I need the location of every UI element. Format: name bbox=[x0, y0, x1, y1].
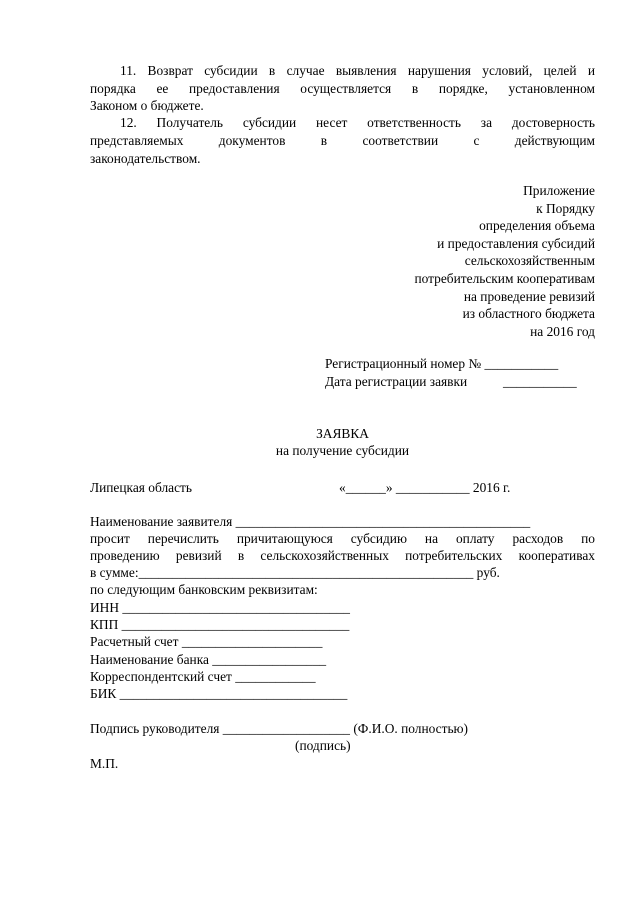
bik-field: БИК __________________________________ bbox=[90, 686, 348, 701]
stamp-label: М.П. bbox=[90, 756, 119, 771]
clause-12-line-2: представляемых документов в соответствии с действующим bbox=[90, 133, 595, 148]
registration-number: Регистрационный номер № ___________ bbox=[325, 356, 559, 371]
request-line-2: проведению ревизий в сельскохозяйственных потребительских кооперативах bbox=[90, 548, 595, 563]
inn-field: ИНН __________________________________ bbox=[90, 600, 350, 615]
clause-11-line-3: Законом о бюджете. bbox=[90, 98, 204, 113]
bank-name-field: Наименование банка _________________ bbox=[90, 652, 327, 667]
appendix-line: на проведение ревизий bbox=[463, 288, 595, 304]
form-subtitle: на получение субсидии bbox=[275, 443, 410, 458]
appendix-line: определения объема bbox=[479, 218, 595, 234]
clause-12-line-1: 12. Получатель субсидии несет ответственность за достоверность bbox=[120, 115, 595, 130]
signature-line: Подпись руководителя ___________________ (Ф.И.О. полностью) bbox=[90, 721, 469, 736]
signature-caption: (подпись) bbox=[295, 738, 351, 753]
bank-details-intro: по следующим банковским реквизитам: bbox=[90, 582, 318, 597]
appendix-line: на 2016 год bbox=[530, 323, 595, 339]
appendix-line: и предоставления субсидий bbox=[437, 235, 595, 251]
appendix-line: Приложение bbox=[523, 183, 595, 198]
region-label: Липецкая область bbox=[90, 480, 192, 495]
registration-date-label: Дата регистрации заявки bbox=[325, 374, 468, 389]
appendix-line: к Порядку bbox=[536, 200, 595, 216]
registration-date-blank: ___________ bbox=[503, 374, 577, 389]
clause-12-line-3: законодательством. bbox=[90, 151, 201, 166]
applicant-name-field: Наименование заявителя ____________________________________________ bbox=[90, 514, 531, 529]
clause-11-line-1: 11. Возврат субсидии в случае выявления нарушения условий, целей и bbox=[120, 63, 595, 78]
date-field: «______» ___________ 2016 г. bbox=[339, 480, 511, 495]
appendix-line: сельскохозяйственным bbox=[464, 253, 595, 269]
form-title: ЗАЯВКА bbox=[316, 426, 369, 441]
sum-field: в сумме:__________________________________________________ руб. bbox=[90, 565, 500, 580]
clause-11-line-2: порядка ее предоставления осуществляется в порядке, установленном bbox=[90, 81, 595, 96]
request-line-1: просит перечислить причитающуюся субсидию на оплату расходов по bbox=[90, 531, 595, 546]
corr-account-field: Корреспондентский счет ____________ bbox=[90, 669, 316, 684]
account-field: Расчетный счет _____________________ bbox=[90, 634, 323, 649]
kpp-field: КПП __________________________________ bbox=[90, 617, 350, 632]
appendix-block bbox=[414, 182, 595, 340]
appendix-line: из областного бюджета bbox=[462, 306, 595, 322]
appendix-line: потребительским кооперативам bbox=[414, 270, 595, 286]
